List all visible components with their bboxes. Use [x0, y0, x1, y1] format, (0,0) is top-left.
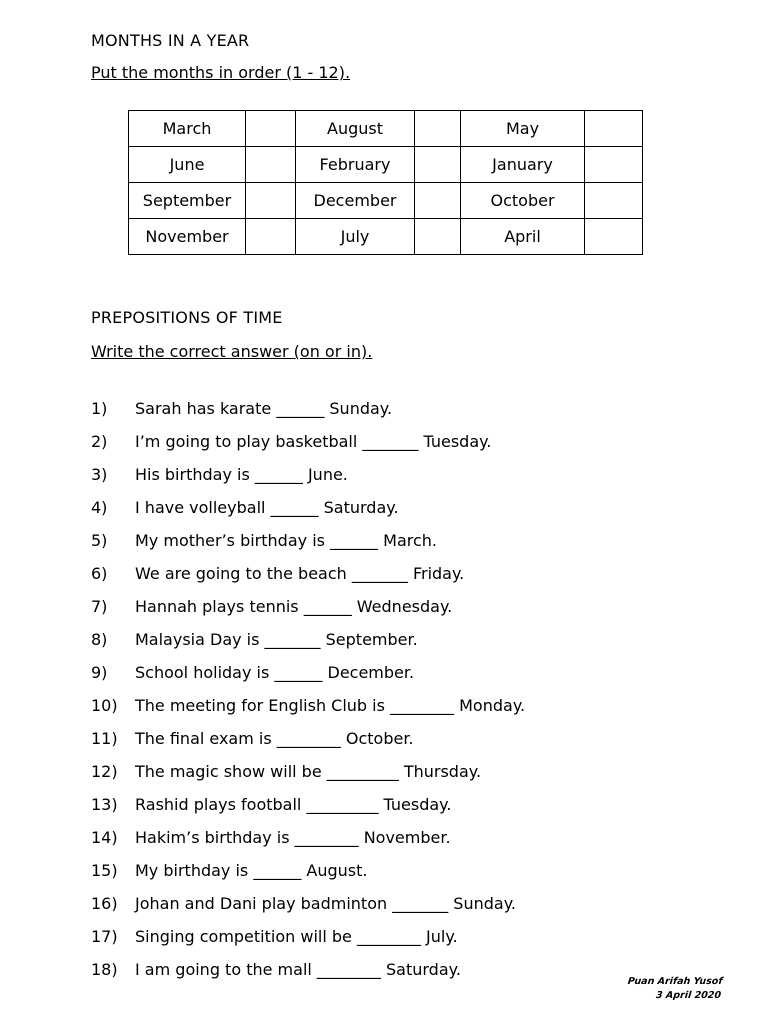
month-cell: January	[461, 147, 585, 183]
month-cell: September	[129, 183, 246, 219]
month-cell: May	[461, 111, 585, 147]
question-number: 7)	[91, 597, 108, 616]
month-cell: February	[296, 147, 415, 183]
question-text: We are going to the beach _______ Friday.	[135, 564, 465, 583]
question-text: I’m going to play basketball _______ Tuesday.	[135, 432, 492, 451]
answer-box[interactable]	[415, 219, 461, 255]
question-text: Singing competition will be ________ July.	[135, 927, 458, 946]
question-text: I am going to the mall ________ Saturday.	[135, 960, 461, 979]
answer-box[interactable]	[415, 111, 461, 147]
question-number: 16)	[91, 894, 118, 913]
month-cell: June	[129, 147, 246, 183]
question-text: Malaysia Day is _______ September.	[135, 630, 418, 649]
question-number: 17)	[91, 927, 118, 946]
month-cell: March	[129, 111, 246, 147]
question-number: 11)	[91, 729, 118, 748]
question-number: 5)	[91, 531, 108, 550]
answer-box[interactable]	[585, 111, 643, 147]
question-number: 13)	[91, 795, 118, 814]
question-text: School holiday is ______ December.	[135, 663, 415, 682]
answer-box[interactable]	[585, 147, 643, 183]
answer-box[interactable]	[246, 219, 296, 255]
question-number: 1)	[91, 399, 108, 418]
question-number: 18)	[91, 960, 118, 979]
answer-box[interactable]	[246, 147, 296, 183]
months-title: MONTHS IN A YEAR	[91, 31, 250, 50]
table-row	[129, 183, 643, 219]
signature-date: 3 April 2020	[655, 990, 722, 1001]
months-table	[128, 110, 643, 255]
answer-box[interactable]	[246, 111, 296, 147]
question-number: 12)	[91, 762, 118, 781]
table-row	[129, 219, 643, 255]
question-text: The final exam is ________ October.	[135, 729, 414, 748]
table-row	[129, 147, 643, 183]
question-number: 15)	[91, 861, 118, 880]
question-number: 8)	[91, 630, 108, 649]
question-text: Hakim’s birthday is ________ November.	[135, 828, 451, 847]
question-number: 14)	[91, 828, 118, 847]
answer-box[interactable]	[585, 219, 643, 255]
question-text: Johan and Dani play badminton _______ Sunday.	[135, 894, 516, 913]
question-number: 9)	[91, 663, 108, 682]
teacher-signature	[626, 975, 724, 1003]
question-text: My birthday is ______ August.	[135, 861, 368, 880]
question-text: Rashid plays football _________ Tuesday.	[135, 795, 452, 814]
question-text: Sarah has karate ______ Sunday.	[135, 399, 393, 418]
prepositions-title: PREPOSITIONS OF TIME	[91, 308, 283, 327]
question-text: The magic show will be _________ Thursday.	[135, 762, 482, 781]
month-cell: October	[461, 183, 585, 219]
table-row	[129, 111, 643, 147]
question-text: The meeting for English Club is ________ Monday.	[135, 696, 526, 715]
month-cell: April	[461, 219, 585, 255]
month-cell: July	[296, 219, 415, 255]
answer-box[interactable]	[415, 147, 461, 183]
question-text: My mother’s birthday is ______ March.	[135, 531, 437, 550]
question-number: 6)	[91, 564, 108, 583]
question-text: His birthday is ______ June.	[135, 465, 348, 484]
months-instruction: Put the months in order (1 - 12).	[91, 63, 351, 82]
question-number: 4)	[91, 498, 108, 517]
question-number: 3)	[91, 465, 108, 484]
month-cell: November	[129, 219, 246, 255]
prepositions-instruction: Write the correct answer (on or in).	[91, 342, 373, 361]
question-number: 10)	[91, 696, 118, 715]
month-cell: August	[296, 111, 415, 147]
question-text: I have volleyball ______ Saturday.	[135, 498, 399, 517]
question-number: 2)	[91, 432, 108, 451]
answer-box[interactable]	[246, 183, 296, 219]
answer-box[interactable]	[585, 183, 643, 219]
signature-name: Puan Arifah Yusof	[627, 976, 724, 987]
question-text: Hannah plays tennis ______ Wednesday.	[135, 597, 453, 616]
month-cell: December	[296, 183, 415, 219]
answer-box[interactable]	[415, 183, 461, 219]
